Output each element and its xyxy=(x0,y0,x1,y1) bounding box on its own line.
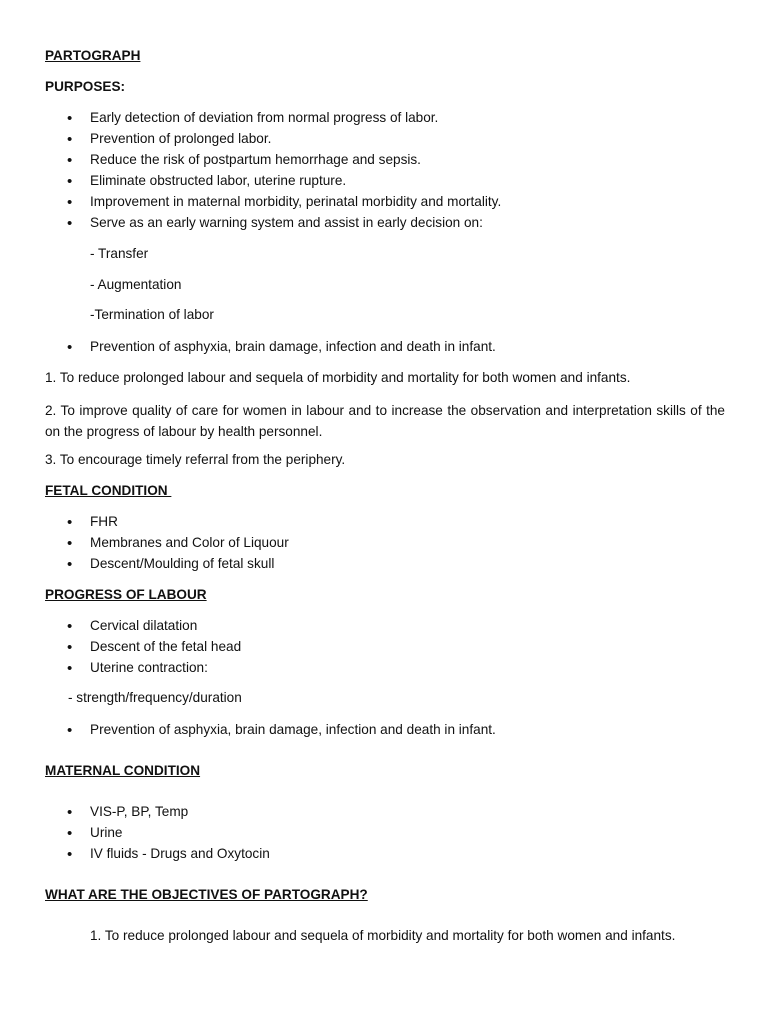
purpose-bullet: • Eliminate obstructed labor, uterine rupture. xyxy=(90,173,346,188)
contraction-sub-item: - strength/frequency/duration xyxy=(68,690,242,705)
progress-of-labour-heading: PROGRESS OF LABOUR xyxy=(45,587,207,602)
purpose-bullet: • Early detection of deviation from normal progress of labor. xyxy=(90,110,438,125)
purpose-bullet: • Improvement in maternal morbidity, perinatal morbidity and mortality. xyxy=(90,194,501,209)
purpose-bullet: • Serve as an early warning system and assist in early decision on: xyxy=(90,215,483,230)
objective-item: 1. To reduce prolonged labour and sequela of morbidity and mortality for both women and infants. xyxy=(90,928,676,943)
purpose-bullet: • Prevention of asphyxia, brain damage, infection and death in infant. xyxy=(90,339,496,354)
decision-sub-item: -Termination of labor xyxy=(90,307,214,322)
decision-sub-item: - Augmentation xyxy=(90,277,182,292)
fetal-condition-heading: FETAL CONDITION xyxy=(45,483,172,498)
maternal-condition-bullet: • Urine xyxy=(90,825,122,840)
progress-bullet: • Cervical dilatation xyxy=(90,618,197,633)
decision-sub-item: - Transfer xyxy=(90,246,149,261)
numbered-item: 1. To reduce prolonged labour and sequela of morbidity and mortality for both women and infants. xyxy=(45,370,631,385)
maternal-condition-heading: MATERNAL CONDITION xyxy=(45,763,201,778)
fetal-condition-bullet: • FHR xyxy=(90,514,118,529)
objectives-heading: WHAT ARE THE OBJECTIVES OF PARTOGRAPH? xyxy=(45,887,368,902)
progress-bullet: • Descent of the fetal head xyxy=(90,639,241,654)
progress-bullet: • Uterine contraction: xyxy=(90,660,208,675)
fetal-condition-bullet: • Descent/Moulding of fetal skull xyxy=(90,556,274,571)
purposes-heading: PURPOSES: xyxy=(45,79,126,94)
purpose-bullet: • Reduce the risk of postpartum hemorrhage and sepsis. xyxy=(90,152,421,167)
maternal-condition-bullet: • VIS-P, BP, Temp xyxy=(90,804,188,819)
purpose-bullet: • Prevention of prolonged labor. xyxy=(90,131,271,146)
numbered-item: 3. To encourage timely referral from the periphery. xyxy=(45,452,346,467)
numbered-item: 2. To improve quality of care for women in labour and to increase the observation and interpretation skills of the on the progress of labour by health personnel. xyxy=(45,403,725,439)
document-title: PARTOGRAPH xyxy=(45,48,141,63)
progress-bullet: • Prevention of asphyxia, brain damage, infection and death in infant. xyxy=(90,722,496,737)
fetal-condition-bullet: • Membranes and Color of Liquour xyxy=(90,535,289,550)
maternal-condition-bullet: • IV fluids - Drugs and Oxytocin xyxy=(90,846,270,861)
